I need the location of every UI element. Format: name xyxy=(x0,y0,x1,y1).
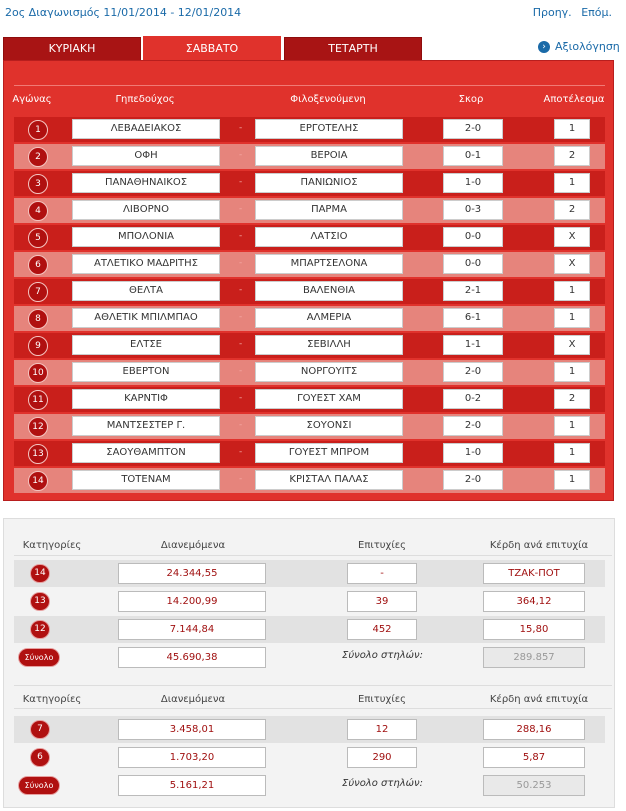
game-number: 5 xyxy=(28,228,48,248)
category-badge: 7 xyxy=(30,720,50,739)
game-number: 2 xyxy=(28,147,48,167)
match-row[interactable] xyxy=(14,252,605,277)
pagination xyxy=(527,6,612,19)
score: 0-0 xyxy=(443,254,503,274)
game-number: 3 xyxy=(28,174,48,194)
result: 1 xyxy=(554,308,590,328)
away-team: ΛΑΤΣΙΟ xyxy=(255,227,403,247)
home-team: ΕΒΕΡΤΟΝ xyxy=(72,362,220,382)
score: 0-1 xyxy=(443,146,503,166)
result: 1 xyxy=(554,281,590,301)
score: 1-1 xyxy=(443,335,503,355)
wins-count: 452 xyxy=(347,619,417,640)
wins-count: 12 xyxy=(347,719,417,740)
category-badge: 13 xyxy=(30,592,50,611)
game-number: 7 xyxy=(28,282,48,302)
score: 2-0 xyxy=(443,119,503,139)
divider xyxy=(14,685,612,686)
result: Χ xyxy=(554,227,590,247)
separator: - xyxy=(239,204,243,214)
game-number: 10 xyxy=(28,363,48,383)
match-row[interactable] xyxy=(14,387,605,412)
divider xyxy=(14,555,612,556)
rating-label: Αξιολόγηση xyxy=(555,40,620,53)
result: Χ xyxy=(554,335,590,355)
payout-row[interactable] xyxy=(14,616,605,643)
header-categories: Κατηγορίες xyxy=(22,540,82,551)
result: 1 xyxy=(554,416,590,436)
separator: - xyxy=(239,474,243,484)
game-number: 11 xyxy=(28,390,48,410)
score: 1-0 xyxy=(443,443,503,463)
separator: - xyxy=(239,150,243,160)
total-badge: Σύνολο xyxy=(18,776,60,795)
total-distributed: 45.690,38 xyxy=(118,647,266,668)
result: Χ xyxy=(554,254,590,274)
distributed-amount: 3.458,01 xyxy=(118,719,266,740)
separator: - xyxy=(239,420,243,430)
header-score: Σκορ xyxy=(458,94,484,105)
separator: - xyxy=(239,123,243,133)
home-team: ΚΑΡΝΤΙΦ xyxy=(72,389,220,409)
header-away: Φιλοξενούμενη xyxy=(290,94,366,105)
distributed-amount: 24.344,55 xyxy=(118,563,266,584)
payout-row[interactable] xyxy=(14,744,605,771)
header-gain: Κέρδη ανά επιτυχία xyxy=(489,694,589,705)
gain-per-win: 5,87 xyxy=(483,747,585,768)
result: 1 xyxy=(554,119,590,139)
away-team: ΝΟΡΓΟΥΙΤΣ xyxy=(255,362,403,382)
away-team: ΑΛΜΕΡΙΑ xyxy=(255,308,403,328)
score: 2-1 xyxy=(443,281,503,301)
total-row xyxy=(14,644,605,671)
columns-total-label: Σύνολο στηλών: xyxy=(342,778,423,789)
total-distributed: 5.161,21 xyxy=(118,775,266,796)
match-row[interactable] xyxy=(14,360,605,385)
match-row[interactable] xyxy=(14,306,605,331)
result: 1 xyxy=(554,470,590,490)
away-team: ΓΟΥΕΣΤ ΧΑΜ xyxy=(255,389,403,409)
tab-saturday[interactable]: ΣΑΒΒΑΤΟ xyxy=(143,36,281,62)
score: 2-0 xyxy=(443,362,503,382)
away-team: ΠΑΡΜΑ xyxy=(255,200,403,220)
separator: - xyxy=(239,393,243,403)
separator: - xyxy=(239,312,243,322)
match-row[interactable] xyxy=(14,333,605,358)
category-badge: 14 xyxy=(30,564,50,583)
separator: - xyxy=(239,447,243,457)
payout-row[interactable] xyxy=(14,560,605,587)
header-result: Αποτέλεσμα xyxy=(543,94,605,105)
category-badge: 6 xyxy=(30,748,50,767)
tab-wednesday[interactable]: ΤΕΤΑΡΤΗ xyxy=(284,37,422,61)
away-team: ΠΑΝΙΩΝΙΟΣ xyxy=(255,173,403,193)
payout-row[interactable] xyxy=(14,716,605,743)
match-row[interactable] xyxy=(14,225,605,250)
match-row[interactable] xyxy=(14,198,605,223)
header-home: Γηπεδούχος xyxy=(115,94,175,105)
header-distributed: Διανεμόμενα xyxy=(160,694,226,705)
result: 2 xyxy=(554,146,590,166)
away-team: ΣΟΥΟΝΣΙ xyxy=(255,416,403,436)
match-row[interactable] xyxy=(14,171,605,196)
home-team: ΘΕΛΤΑ xyxy=(72,281,220,301)
page-title: 2ος Διαγωνισμός 11/01/2014 - 12/01/2014 xyxy=(5,6,242,19)
score: 2-0 xyxy=(443,416,503,436)
header-categories: Κατηγορίες xyxy=(22,694,82,705)
away-team: ΚΡΙΣΤΑΛ ΠΑΛΑΣ xyxy=(255,470,403,490)
separator: - xyxy=(239,258,243,268)
category-badge: 12 xyxy=(30,620,50,639)
match-row[interactable] xyxy=(14,144,605,169)
separator: - xyxy=(239,366,243,376)
home-team: ΟΦΗ xyxy=(72,146,220,166)
payouts-panel xyxy=(3,518,615,808)
divider xyxy=(14,85,605,86)
header-gain: Κέρδη ανά επιτυχία xyxy=(489,540,589,551)
home-team: ΜΑΝΤΣΕΣΤΕΡ Γ. xyxy=(72,416,220,436)
divider xyxy=(14,708,612,709)
wins-count: 290 xyxy=(347,747,417,768)
total-badge: Σύνολο xyxy=(18,648,60,667)
score: 0-3 xyxy=(443,200,503,220)
game-number: 8 xyxy=(28,309,48,329)
distributed-amount: 7.144,84 xyxy=(118,619,266,640)
result: 2 xyxy=(554,389,590,409)
gain-per-win: ΤΖΑΚ-ΠΟΤ xyxy=(483,563,585,584)
gain-per-win: 288,16 xyxy=(483,719,585,740)
game-number: 6 xyxy=(28,255,48,275)
header-wins: Επιτυχίες xyxy=(358,694,406,705)
tab-sunday[interactable]: ΚΥΡΙΑΚΗ xyxy=(3,37,141,61)
away-team: ΣΕΒΙΛΛΗ xyxy=(255,335,403,355)
score: 1-0 xyxy=(443,173,503,193)
header-game: Αγώνας xyxy=(12,94,52,105)
result: 2 xyxy=(554,200,590,220)
match-row[interactable] xyxy=(14,117,605,142)
game-number: 12 xyxy=(28,417,48,437)
payout-row[interactable] xyxy=(14,588,605,615)
separator: - xyxy=(239,339,243,349)
away-team: ΜΠΑΡΤΣΕΛΟΝΑ xyxy=(255,254,403,274)
matches-panel xyxy=(3,60,614,501)
home-team: ΕΛΤΣΕ xyxy=(72,335,220,355)
result: 1 xyxy=(554,362,590,382)
home-team: ΛΕΒΑΔΕΙΑΚΟΣ xyxy=(72,119,220,139)
match-row[interactable] xyxy=(14,279,605,304)
match-row[interactable] xyxy=(14,468,605,493)
home-team: ΜΠΟΛΟΝΙΑ xyxy=(72,227,220,247)
separator: - xyxy=(239,231,243,241)
total-row xyxy=(14,772,605,799)
home-team: ΠΑΝΑΘΗΝΑΙΚΟΣ xyxy=(72,173,220,193)
header-distributed: Διανεμόμενα xyxy=(160,540,226,551)
separator: - xyxy=(239,177,243,187)
columns-total: 50.253 xyxy=(483,775,585,796)
score: 0-2 xyxy=(443,389,503,409)
game-number: 9 xyxy=(28,336,48,356)
score: 2-0 xyxy=(443,470,503,490)
columns-total: 289.857 xyxy=(483,647,585,668)
result: 1 xyxy=(554,173,590,193)
game-number: 4 xyxy=(28,201,48,221)
result: 1 xyxy=(554,443,590,463)
home-team: ΣΑΟΥΘΑΜΠΤΟΝ xyxy=(72,443,220,463)
game-number: 13 xyxy=(28,444,48,464)
chevron-right-icon: › xyxy=(538,41,550,53)
distributed-amount: 14.200,99 xyxy=(118,591,266,612)
next-link[interactable]: Επόμ. xyxy=(581,6,612,19)
away-team: ΒΑΛΕΝΘΙΑ xyxy=(255,281,403,301)
wins-count: - xyxy=(347,563,417,584)
rating-link[interactable] xyxy=(538,40,620,53)
header-wins: Επιτυχίες xyxy=(358,540,406,551)
match-row[interactable] xyxy=(14,441,605,466)
separator: - xyxy=(239,285,243,295)
score: 0-0 xyxy=(443,227,503,247)
gain-per-win: 364,12 xyxy=(483,591,585,612)
game-number: 1 xyxy=(28,120,48,140)
gain-per-win: 15,80 xyxy=(483,619,585,640)
away-team: ΓΟΥΕΣΤ ΜΠΡΟΜ xyxy=(255,443,403,463)
home-team: ΑΤΛΕΤΙΚΟ ΜΑΔΡΙΤΗΣ xyxy=(72,254,220,274)
score: 6-1 xyxy=(443,308,503,328)
match-row[interactable] xyxy=(14,414,605,439)
columns-total-label: Σύνολο στηλών: xyxy=(342,650,423,661)
prev-link[interactable]: Προηγ. xyxy=(532,6,572,19)
away-team: ΒΕΡΟΙΑ xyxy=(255,146,403,166)
home-team: ΛΙΒΟΡΝΟ xyxy=(72,200,220,220)
home-team: ΑΘΛΕΤΙΚ ΜΠΙΛΜΠΑΟ xyxy=(72,308,220,328)
away-team: ΕΡΓΟΤΕΛΗΣ xyxy=(255,119,403,139)
game-number: 14 xyxy=(28,471,48,491)
wins-count: 39 xyxy=(347,591,417,612)
home-team: ΤΟΤΕΝΑΜ xyxy=(72,470,220,490)
distributed-amount: 1.703,20 xyxy=(118,747,266,768)
